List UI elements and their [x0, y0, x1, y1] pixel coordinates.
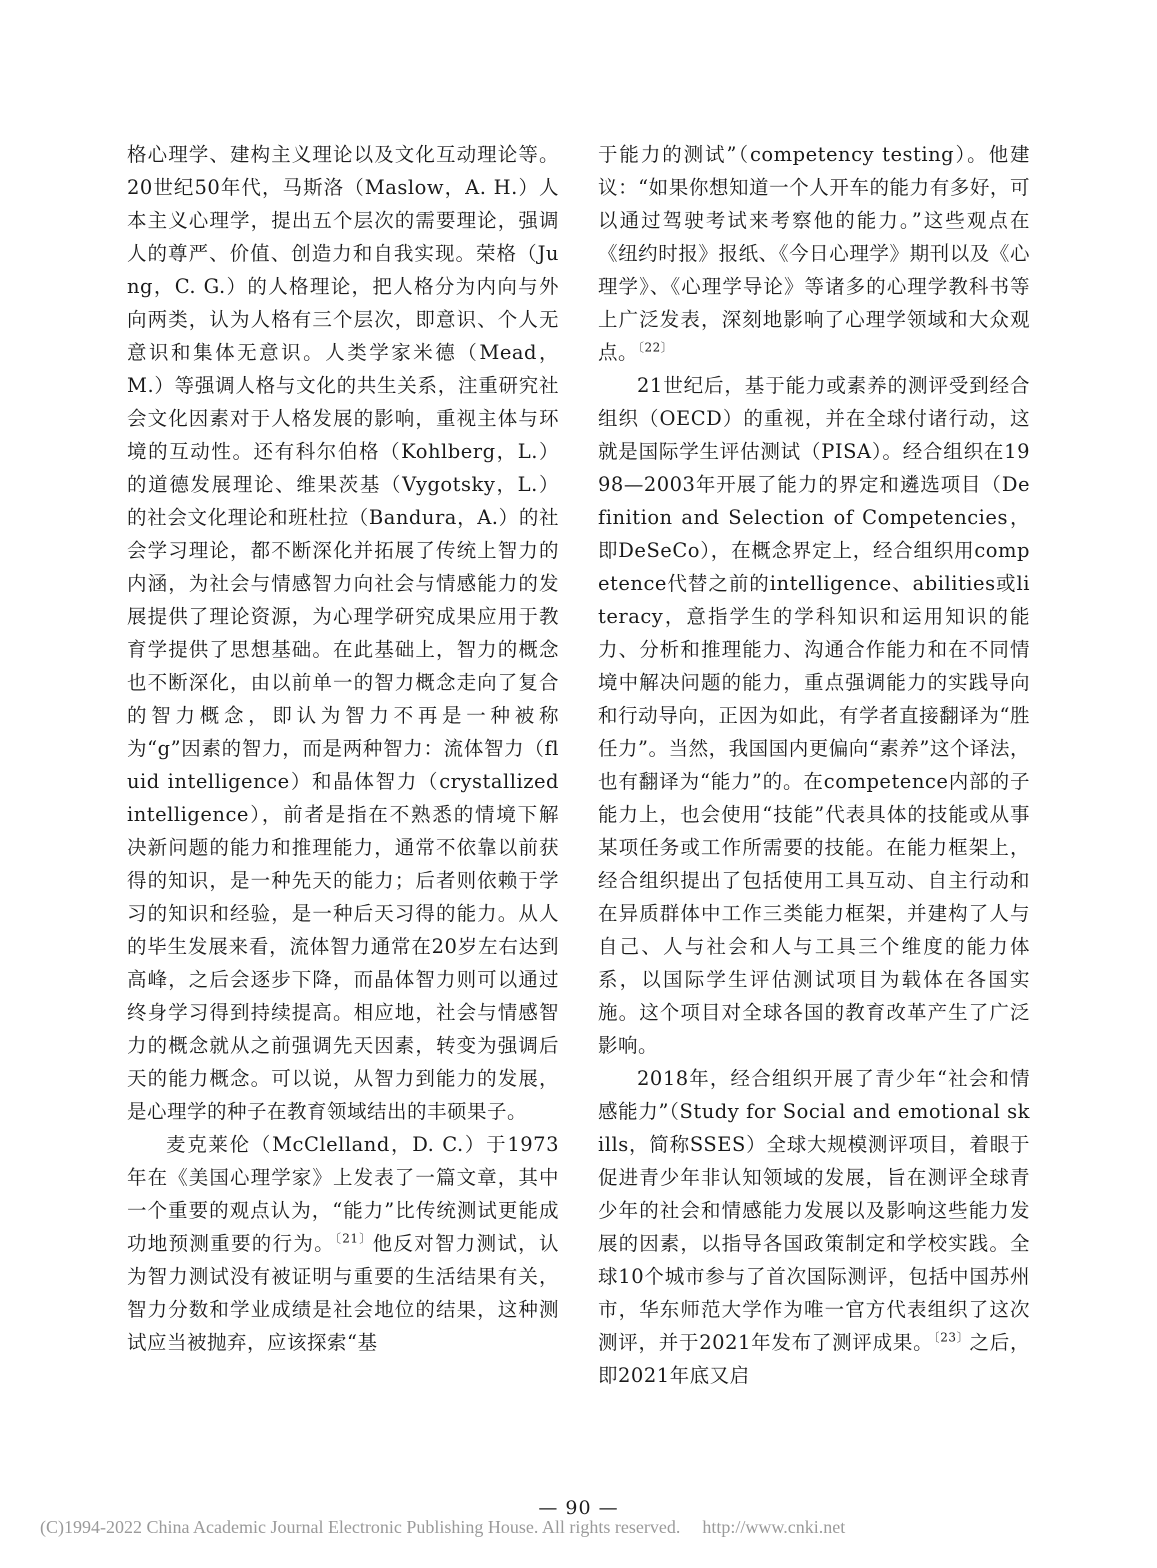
paragraph: [127, 138, 559, 1128]
paragraph-text: 麦克莱伦（McClelland，D. C.）于1973年在《美国心理学家》上发表了一篇文章，其中一个重要的观点认为，“能力”比传统测试更能成功地预测重要的行为。: [127, 1133, 559, 1255]
citation-marker[interactable]: 〔23〕: [933, 1330, 970, 1345]
paragraph-text-continued: 之后，即2021年底又启: [598, 1331, 1030, 1387]
paragraph: [127, 1128, 559, 1359]
copyright-notice: (C)1994-2022 China Academic Journal Electronic Publishing House. All rights reserved.: [40, 1517, 681, 1537]
footer-url-link[interactable]: http://www.cnki.net: [702, 1517, 846, 1537]
paragraph: [598, 138, 1030, 369]
paragraph: [598, 1062, 1030, 1392]
paragraph-text: 格心理学、建构主义理论以及文化互动理论等。20世纪50年代，马斯洛（Maslow，A. H.）人本主义心理学，提出五个层次的需要理论，强调人的尊严、价值、创造力和自我实现。荣格（Jung，C. G.）的人格理论，把人格分为内向与外向两类，认为人格有三个层次，即意识、个人无意识和集体无意识。人类学家米德（Mead，M.）等强调人格与文化的共生关系，注重研究社会文化因素对于人格发展的影响，重视主体与环境的互动性。还有科尔伯格（Kohlberg，L.）的道德发展理论、维果茨基（Vygotsky，L.）的社会文化理论和班杜拉（Bandura，A.）的社会学习理论，都不断深化并拓展了传统上智力的内涵，为社会与情感智力向社会与情感能力的发展提供了理论资源，为心理学研究成果应用于教育学提供了思想基础。在此基础上，智力的概念也不断深化，由以前单一的智力概念走向了复合的智力概念，即认为智力不再是一种被称为“g”因素的智力，而是两种智力：流体智力（fluid intelligence）和晶体智力（crystallized intelligence），前者是指在不熟悉的情境下解决新问题的能力和推理能力，通常不依靠以前获得的知识，是一种先天的能力；后者则依赖于学习的知识和经验，是一种后天习得的能力。从人的毕生发展来看，流体智力通常在20岁左右达到高峰，之后会逐步下降，而晶体智力则可以通过终身学习得到持续提高。相应地，社会与情感智力的概念就从之前强调先天因素，转变为强调后天的能力概念。可以说，从智力到能力的发展，是心理学的种子在教育领域结出的丰硕果子。: [127, 143, 559, 1123]
citation-marker[interactable]: 〔22〕: [638, 340, 674, 355]
paragraph-text: 21世纪后，基于能力或素养的测评受到经合组织（OECD）的重视，并在全球付诸行动，这就是国际学生评估测试（PISA）。经合组织在1998—2003年开展了能力的界定和遴选项目（Definition and Selection of Competencies，即DeSeCo），在概念界定上，经合组织用competence代替之前的intelligence、abilities或literacy，意指学生的学科知识和运用知识的能力、分析和推理能力、沟通合作能力和在不同情境中解决问题的能力，重点强调能力的实践导向和行动导向，正因为如此，有学者直接翻译为“胜任力”。当然，我国国内更偏向“素养”这个译法，也有翻译为“能力”的。在competence内部的子能力上，也会使用“技能”代表具体的技能或从事某项任务或工作所需要的技能。在能力框架上，经合组织提出了包括使用工具互动、自主行动和在异质群体中工作三类能力框架，并建构了人与自己、人与社会和人与工具三个维度的能力体系，以国际学生评估测试项目为载体在各国实施。这个项目对全球各国的教育改革产生了广泛影响。: [598, 374, 1030, 1057]
footer: [40, 1517, 1120, 1538]
paragraph-text: 于能力的测试”（competency testing）。他建议：“如果你想知道一个人开车的能力有多好，可以通过驾驶考试来考察他的能力。”这些观点在《纽约时报》报纸、《今日心理学》期刊以及《心理学》、《心理学导论》等诸多的心理学教科书等上广泛发表，深刻地影响了心理学领域和大众观点。: [598, 143, 1030, 364]
page-number: — 90 —: [538, 1497, 619, 1519]
left-column: [127, 138, 559, 1359]
right-column: [598, 138, 1030, 1392]
paragraph: [598, 369, 1030, 1062]
paragraph-text-continued: 他反对智力测试，认为智力测试没有被证明与重要的生活结果有关，智力分数和学业成绩是社会地位的结果，这种测试应当被抛弃，应该探索“基: [127, 1232, 559, 1354]
paragraph-text: 2018年，经合组织开展了青少年“社会和情感能力”（Study for Social and emotional skills，简称SSES）全球大规模测评项目，着眼于促进青少年非认知领域的发展，旨在测评全球青少年的社会和情感能力发展以及影响这些能力发展的因素，以指导各国政策制定和学校实践。全球10个城市参与了首次国际测评，包括中国苏州市，华东师范大学作为唯一官方代表组织了这次测评，并于2021年发布了测评成果。: [598, 1067, 1030, 1354]
citation-marker[interactable]: 〔21〕: [334, 1231, 373, 1246]
